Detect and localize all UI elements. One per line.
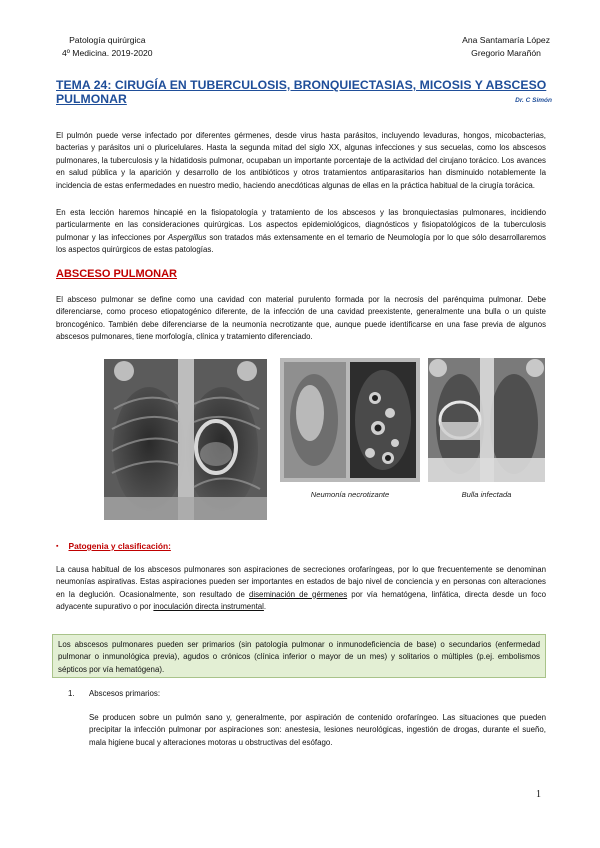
header-right — [462, 34, 550, 60]
intro-p2-text-a: En esta lección haremos hincapié en la fisiopatología y tratamiento de los abscesos y las bronquiectasias pulmonares, incidiendo particularmente en las consideraciones quirúrgicas. Los aspectos epidemiológicos, diagnósticos y fisiopatológicos de la tuberculosis pulmonar y las infecciones por — [56, 208, 546, 242]
header-author-name: Ana Santamaría López — [462, 35, 550, 45]
header-hospital: Gregorio Marañón — [471, 48, 541, 58]
numbered-item-1 — [68, 689, 160, 698]
lecturer-name: Dr. C Simón — [515, 97, 552, 104]
bullet-icon: ▪ — [56, 543, 59, 550]
intro-p2-italic: Aspergillus — [167, 232, 207, 242]
header-course: Patología quirúrgica — [69, 35, 146, 45]
intro-paragraph-2 — [56, 207, 546, 257]
caption-necrotizing-pneumonia: Neumonía necrotizante — [310, 490, 390, 499]
necrotizing-pneumonia-ct-image — [280, 358, 420, 482]
header-year: 4º Medicina. 2019-2020 — [62, 48, 153, 58]
absceso-definition: El absceso pulmonar se define como una cavidad con material purulento formada por la necrosis del parénquima pulmonar. Debe diferenciarse, como proceso etiopatogénico diferente, de la infección de una cavidad preexistente, generalmente una bulla o un quiste broncogénico. También debe diferenciarse de la neumonía necrotizante que, aunque puede identificarse en una fase previa de algunos abscesos pulmonares, tiene morfología, clínica y tratamiento diferenciado. — [56, 295, 546, 342]
item-label: Abscesos primarios: — [89, 689, 161, 698]
classification-highlight-box: Los abscesos pulmonares pueden ser primarios (sin patología pulmonar o inmunodeficiencia de base) o secundarios (enfermedad pulmonar o inmunológica previa), agudos o crónicos (clínica inferior o mayor de un mes) y solitarios o múltiples (p.ej. embolismos sépticos por vía hematógena). — [52, 634, 546, 678]
patogenia-underlined-1: diseminación de gérmenes — [248, 589, 348, 599]
intro-p2-text-b: son tratados más extensamente en el temario de Neumología por lo que sólo desarrollaremos los aspectos quirúrgicos de estas patologías. — [56, 232, 546, 255]
intro-paragraph-1: El pulmón puede verse infectado por diferentes gérmenes, desde virus hasta parásitos, incluyendo levaduras, hongos, micobacterias, bacterias y parásitos uni o pluricelulares. Hasta la segunda mitad del siglo XX, algunas infecciones y sus secuelas, como los abscesos pulmonares, la tuberculosis y la hidatidosis pulmonar, ocupaban un importante porcentaje de la actividad del cirujano torácico. Los avances en salud pública y la aparición y desarrollo de los antibióticos y otros tratamientos antiparasitarios han disminuido notablemente la incidencia de estas enfermedades en nuestro medio, haciendo anecdóticas algunas de ellas en la práctica habitual de la cirugía torácica. — [56, 131, 546, 190]
caption-infected-bulla: Bulla infectada — [461, 490, 512, 499]
patogenia-text-b: por vía hematógena, linfática, directa desde un foco adyacente supurativo o por — [56, 589, 546, 612]
patogenia-underlined-2: inoculación directa instrumental — [153, 602, 264, 612]
patogenia-text-c: . — [263, 602, 267, 612]
patogenia-heading — [56, 541, 171, 551]
item-number: 1. — [68, 689, 75, 698]
abscesos-primarios-text: Se producen sobre un pulmón sano y, generalmente, por aspiración de contenido orofaríngeo. Las situaciones que pueden precipitar la infección pulmonar por aspiraciones son: anestesia, lesiones neurológicas, ingestión de drogas, durante el sueño, mala higiene bucal y alteraciones motoras u obstructivas del esófago. — [89, 713, 546, 747]
chest-xray-image-1 — [104, 359, 267, 520]
page-number: 1 — [536, 789, 541, 800]
header-left — [62, 34, 153, 60]
patogenia-heading-text: Patogenia y clasificación: — [68, 541, 171, 551]
patogenia-text-a: La causa habitual de los abscesos pulmonares son aspiraciones de secreciones orofaríngeas, por lo que frecuentemente se denominan neumonías aspirativas. Estas aspiraciones pueden ser importantes en estados de bajo nivel de conciencia y en personas con alteraciones en la deglución. Ocasionalmente, son resultado de — [56, 565, 546, 599]
page-title: TEMA 24: CIRUGÍA EN TUBERCULOSIS, BRONQUIECTASIAS, MICOSIS Y ABSCESO PULMONAR — [56, 78, 547, 106]
section-heading: ABSCESO PULMONAR — [56, 268, 178, 280]
patogenia-paragraph — [56, 564, 546, 614]
infected-bulla-xray-image — [428, 358, 545, 482]
